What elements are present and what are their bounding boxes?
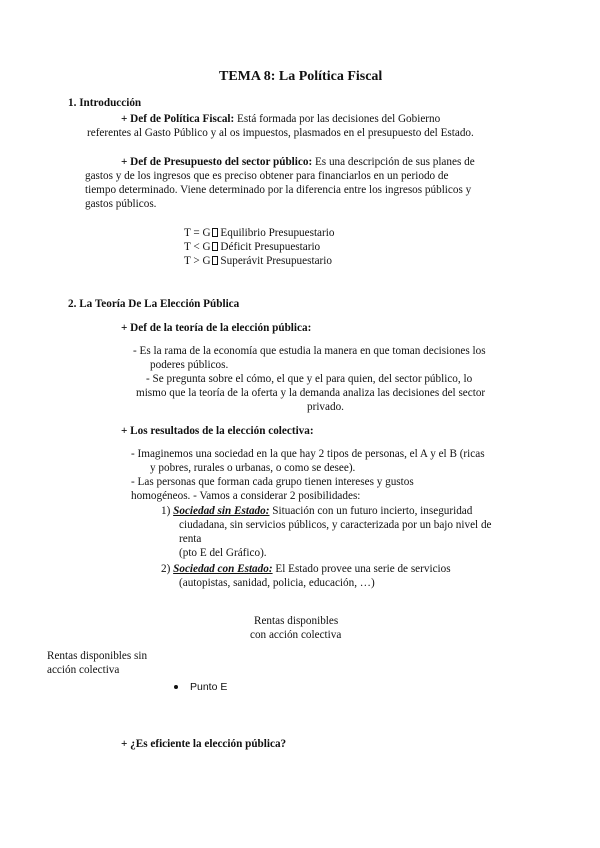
bullet-icon xyxy=(174,685,178,689)
def-politica-line-1 xyxy=(121,112,440,126)
item-2-line-1 xyxy=(161,562,451,576)
graph-y-label-line-2: con acción colectiva xyxy=(250,629,342,641)
def-presupuesto-text-1: Es una descripción de sus planes de xyxy=(312,156,475,168)
def-teoria-line-4: mismo que la teoría de la oferta y la demanda analiza las decisiones del sector xyxy=(136,387,486,399)
item-1-line-2: ciudadana, sin servicios públicos, y caracterizada por un bajo nivel de xyxy=(179,519,492,531)
resultados-line-4: homogéneos. - Vamos a considerar 2 posibilidades: xyxy=(131,490,361,502)
item-1-text-1: Situación con un futuro incierto, inseguridad xyxy=(269,505,473,517)
equation-rhs: Déficit Presupuestario xyxy=(217,241,321,253)
def-teoria-label: + Def de la teoría de la elección pública: xyxy=(121,322,312,334)
def-teoria-line-2: poderes públicos. xyxy=(150,359,229,371)
def-presupuesto-line-1 xyxy=(121,155,475,169)
resultados-line-3: - Las personas que forman cada grupo tienen intereses y gustos xyxy=(131,476,414,488)
graph-point-e xyxy=(174,680,227,694)
equation-equilibrio xyxy=(184,226,334,240)
equation-lhs: T < G xyxy=(184,241,211,253)
def-teoria-line-3: - Se pregunta sobre el cómo, el que y el para quien, del sector público, lo xyxy=(146,373,473,385)
equation-lhs: T > G xyxy=(184,255,211,267)
equation-superavit xyxy=(184,254,332,268)
def-teoria-line-1: - Es la rama de la economía que estudia la manera en que toman decisiones los xyxy=(133,345,486,357)
def-politica-text-1: Está formada por las decisiones del Gobierno xyxy=(234,113,441,125)
question-heading: + ¿Es eficiente la elección pública? xyxy=(121,738,287,750)
graph-x-label-line-2: acción colectiva xyxy=(47,664,120,676)
item-1-line-3: renta xyxy=(179,533,202,545)
equation-rhs: Superávit Presupuestario xyxy=(217,255,332,267)
section-2-heading: 2. La Teoría De La Elección Pública xyxy=(68,298,240,310)
def-teoria-line-5: privado. xyxy=(307,401,344,413)
resultados-label: + Los resultados de la elección colectiva: xyxy=(121,425,314,437)
resultados-line-1: - Imaginemos una sociedad en la que hay 2 tipos de personas, el A y el B (ricas xyxy=(131,448,485,460)
item-2-line-2: (autopistas, sanidad, policia, educación, …) xyxy=(179,577,375,589)
equation-rhs: Equilibrio Presupuestario xyxy=(217,227,335,239)
item-2-number: 2) xyxy=(161,563,174,575)
item-1-line-1 xyxy=(161,504,472,518)
item-2-title: Sociedad con Estado: xyxy=(173,563,273,575)
def-presupuesto-line-2: gastos y de los ingresos que es preciso obtener para financiarlos en un periodo de xyxy=(85,170,449,182)
def-presupuesto-label: + Def de Presupuesto del sector público: xyxy=(121,156,313,168)
section-1-heading: 1. Introducción xyxy=(68,97,142,109)
item-1-line-4: (pto E del Gráfico). xyxy=(179,547,267,559)
equation-lhs: T = G xyxy=(184,227,211,239)
graph-y-label-line-1: Rentas disponibles xyxy=(254,615,339,627)
graph-point-label: Punto E xyxy=(190,681,228,693)
def-presupuesto-line-3: tiempo determinado. Viene determinado por la diferencia entre los ingresos públicos y xyxy=(85,184,472,196)
graph-x-label-line-1: Rentas disponibles sin xyxy=(47,650,148,662)
item-2-text-1: El Estado provee una serie de servicios xyxy=(272,563,451,575)
def-politica-line-2: referentes al Gasto Público y al os impuestos, plasmados en el presupuesto del Estado. xyxy=(87,127,474,139)
def-politica-label: + Def de Política Fiscal: xyxy=(121,113,235,125)
equation-deficit xyxy=(184,240,320,254)
def-presupuesto-line-4: gastos públicos. xyxy=(85,198,157,210)
resultados-line-2: y pobres, rurales o urbanas, o como se desee). xyxy=(150,462,356,474)
page-title: TEMA 8: La Política Fiscal xyxy=(219,69,383,84)
item-1-number: 1) xyxy=(161,505,174,517)
item-1-title: Sociedad sin Estado: xyxy=(173,505,270,517)
